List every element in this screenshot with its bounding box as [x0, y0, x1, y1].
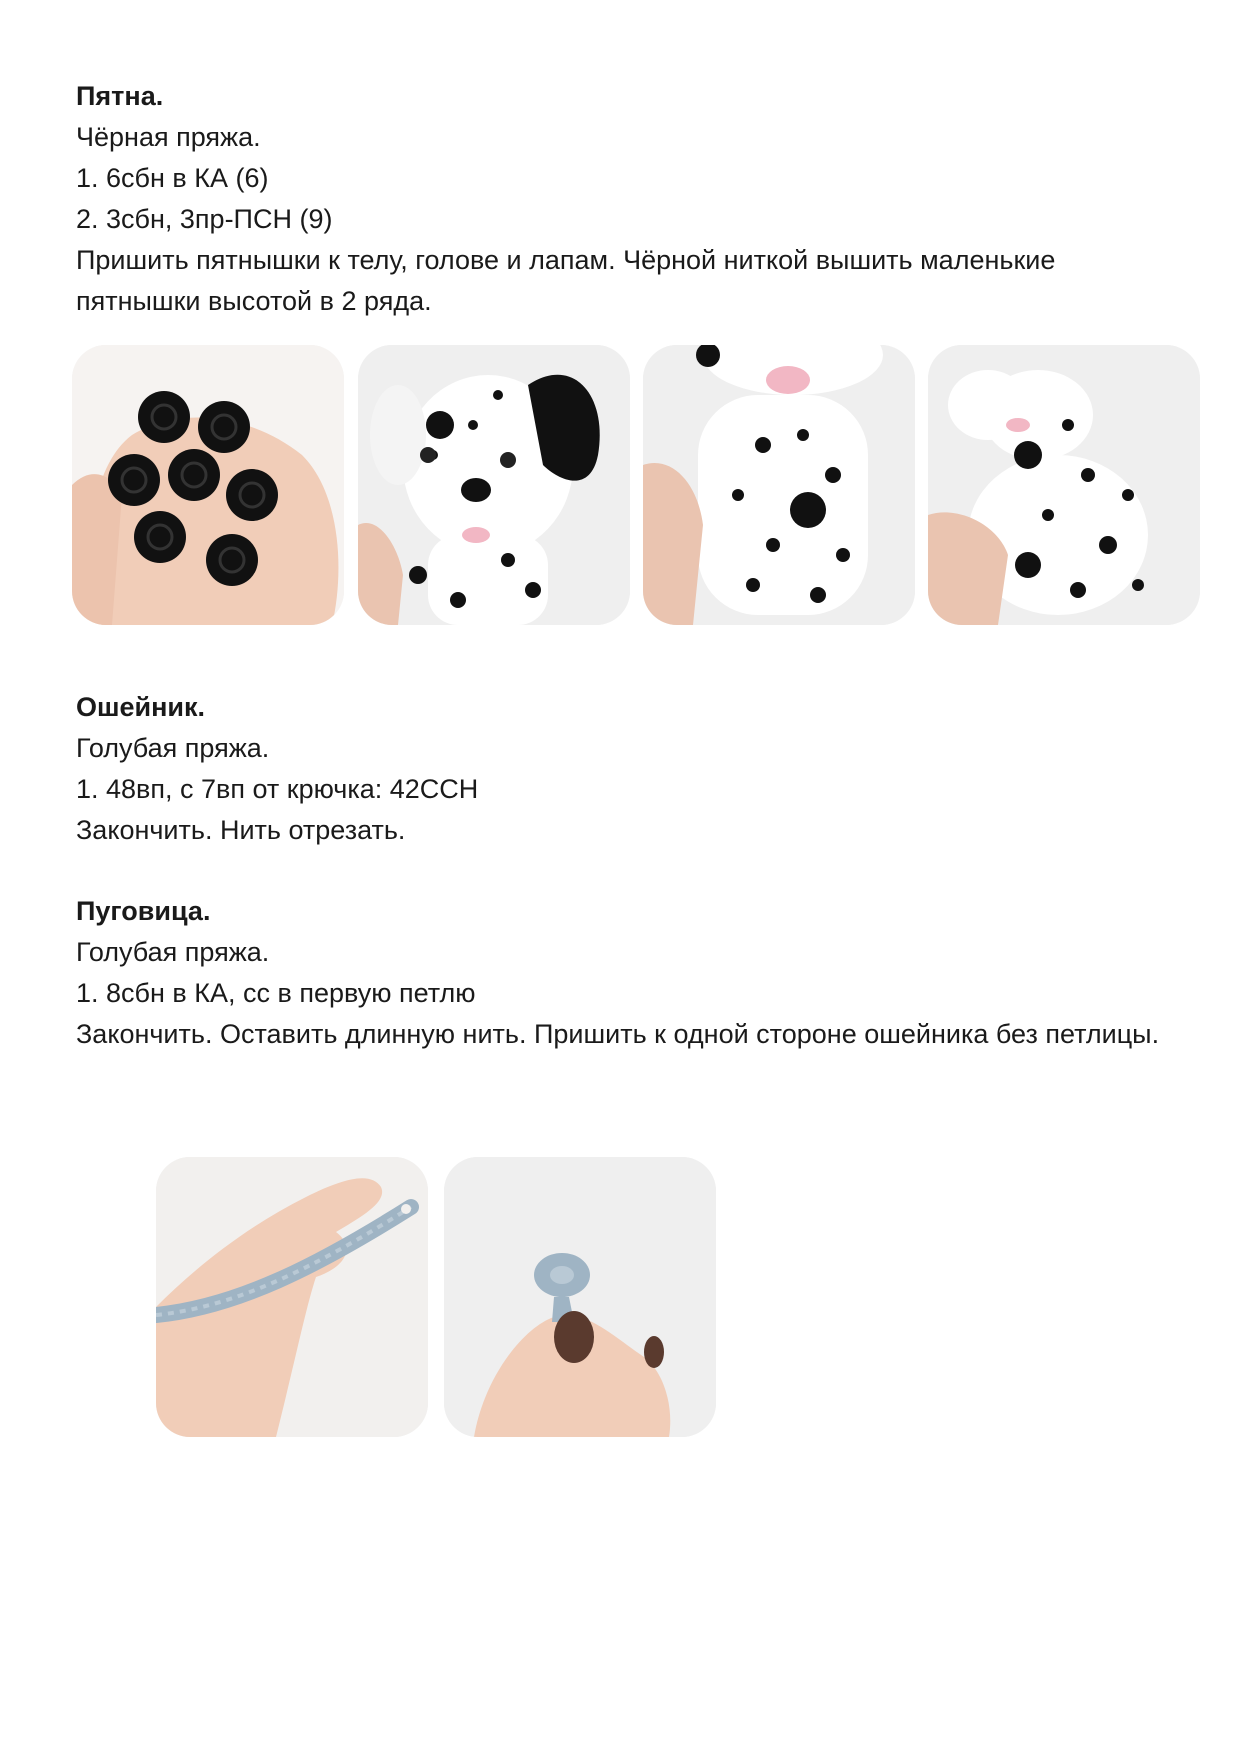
section-button — [76, 891, 1186, 1055]
photo-dalmatian-side — [928, 345, 1200, 625]
collar-line-1: Голубая пряжа. — [76, 733, 270, 763]
section-title-button: Пуговица. — [76, 896, 211, 926]
spots-line-1: Чёрная пряжа. — [76, 122, 261, 152]
section-spots — [76, 76, 1186, 322]
photo-dalmatian-body-front — [643, 345, 915, 625]
photo-blue-collar-strip — [156, 1157, 428, 1437]
button-line-1: Голубая пряжа. — [76, 937, 270, 967]
button-line-3: Закончить. Оставить длинную нить. Пришить к одной стороне ошейника без петлицы. — [76, 1019, 1160, 1049]
spots-line-2: 1. 6сбн в КА (6) — [76, 163, 269, 193]
section-title-spots: Пятна. — [76, 81, 164, 111]
section-title-collar: Ошейник. — [76, 692, 206, 722]
collar-line-3: Закончить. Нить отрезать. — [76, 815, 406, 845]
section-collar — [76, 687, 1186, 851]
photo-black-spots-in-palm — [72, 345, 344, 625]
spots-line-3: 2. 3сбн, 3пр-ПСН (9) — [76, 204, 333, 234]
spots-line-4: Пришить пятнышки к телу, голове и лапам. Чёрной ниткой вышить маленькие пятнышки высотой в 2 ряда. — [76, 245, 1056, 316]
button-line-2: 1. 8сбн в КА, сс в первую петлю — [76, 978, 476, 1008]
photo-blue-button — [444, 1157, 716, 1437]
collar-line-2: 1. 48вп, с 7вп от крючка: 42ССН — [76, 774, 479, 804]
photo-dalmatian-head — [358, 345, 630, 625]
